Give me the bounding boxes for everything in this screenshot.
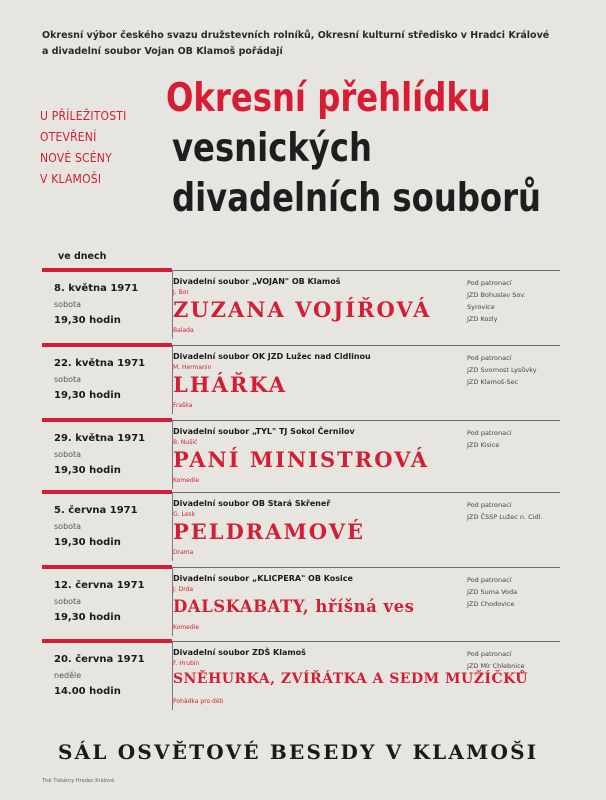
patron-line: Pod patronací (467, 354, 512, 362)
event-play-title: DALSKABATY, hříšná ves (173, 597, 415, 616)
event-author: J. Bor (173, 289, 189, 296)
event-play-title: SNĚHURKA, ZVÍŘÁTKA A SEDM MUŽÍČKŮ (173, 671, 529, 687)
event-genre: Drama (173, 549, 194, 556)
patron-line: Pod patronací (467, 279, 512, 287)
event-ensemble: Divadelní soubor OB Stará Skřeneř (173, 499, 331, 508)
occasion-line: OTEVŘENÍ (40, 130, 97, 144)
event-ensemble: Divadelní soubor „KLICPERA" OB Kosice (173, 574, 353, 583)
event-day: sobota (54, 597, 82, 606)
event-row (42, 492, 560, 562)
event-row (42, 270, 560, 340)
patron-line: Pod patronací (467, 501, 512, 509)
event-play-title: LHÁŘKA (173, 372, 288, 397)
event-genre: Fraška (173, 402, 193, 409)
event-patron (467, 648, 525, 672)
patron-line: JZD Mír Chlebnice (467, 662, 525, 670)
event-time: 19,30 hodin (54, 315, 121, 326)
title-line: vesnických (172, 126, 372, 171)
event-time: 14.00 hodin (54, 686, 121, 697)
poster-title (166, 74, 586, 224)
patron-line: JZD ČSSP Lužec n. Cidl. (467, 513, 543, 521)
event-row (42, 567, 560, 637)
title-line: Okresní přehlídku (166, 76, 491, 121)
event-date-box (42, 346, 173, 414)
event-play-title: PANÍ MINISTROVÁ (173, 447, 430, 472)
event-author: G. Lesk (173, 511, 195, 518)
event-row (42, 345, 560, 415)
printer-imprint: Tisk Tiskárny Hradec Králové (42, 778, 115, 784)
event-genre: Pohádka pro děti (173, 698, 224, 705)
event-date-box (42, 421, 173, 489)
event-patron (467, 277, 526, 325)
event-patron (467, 427, 512, 451)
patron-line: Syrovice (467, 303, 495, 311)
patron-line: JZD Chodovice (467, 600, 515, 608)
event-date-box (42, 642, 173, 710)
event-date: 22. května 1971 (54, 358, 146, 369)
occasion-line: NOVÉ SCÉNY (40, 151, 112, 165)
event-play-title: ZUZANA VOJÍŘOVÁ (173, 297, 432, 322)
event-genre: Komedie (173, 477, 200, 484)
dates-label: ve dnech (58, 251, 107, 262)
event-date: 5. června 1971 (54, 505, 138, 516)
organizers-line: a divadelní soubor Vojan OB Klamoš pořádají (42, 46, 283, 57)
patron-line: Pod patronací (467, 429, 512, 437)
event-ensemble: Divadelní soubor OK JZD Lužec nad Cidlinou (173, 352, 371, 361)
patron-line: Pod patronací (467, 576, 512, 584)
patron-line: JZD Bohuslav Sov. (467, 291, 526, 299)
event-date: 29. května 1971 (54, 433, 146, 444)
event-ensemble: Divadelní soubor „VOJAN" OB Klamoš (173, 277, 341, 286)
event-day: sobota (54, 450, 82, 459)
event-author: M. Hermanin (173, 364, 212, 371)
patron-line: JZD Kozly (467, 315, 498, 323)
title-line: divadelních souborů (172, 176, 542, 221)
event-time: 19,30 hodin (54, 390, 121, 401)
event-patron (467, 574, 517, 610)
event-time: 19,30 hodin (54, 612, 121, 623)
organizers-line: Okresní výbor českého svazu družstevních rolníků, Okresní kulturní středisko v Hradci Králové (42, 30, 550, 41)
event-date-box (42, 493, 173, 561)
event-row (42, 641, 560, 711)
event-author: F. Hrubín (173, 660, 200, 667)
venue-text: SÁL OSVĚTOVÉ BESEDY V KLAMOŠI (58, 740, 539, 764)
occasion-note (40, 106, 150, 190)
event-author: J. Drda (173, 586, 194, 593)
event-patron (467, 352, 537, 388)
event-time: 19,30 hodin (54, 465, 121, 476)
event-row (42, 420, 560, 490)
event-date: 20. června 1971 (54, 654, 145, 665)
organizers-text (42, 28, 562, 60)
event-date-box (42, 568, 173, 636)
event-date: 12. června 1971 (54, 580, 145, 591)
patron-line: JZD Suma Voda (467, 588, 518, 596)
event-date: 8. května 1971 (54, 283, 139, 294)
occasion-line: V KLAMOŠI (40, 172, 102, 186)
event-time: 19,30 hodin (54, 537, 121, 548)
event-patron (467, 499, 543, 523)
event-date-box (42, 271, 173, 339)
event-author: B. Nušić (173, 439, 198, 446)
patron-line: Pod patronací (467, 650, 512, 658)
patron-line: JZD Klamoš-Sec (467, 378, 519, 386)
event-ensemble: Divadelní soubor „TYL" TJ Sokol Černilov (173, 427, 355, 436)
event-genre: Balada (173, 327, 194, 334)
event-day: sobota (54, 375, 82, 384)
patron-line: JZD Svornost Lysůvky (467, 366, 537, 374)
event-ensemble: Divadelní soubor ZDŠ Klamoš (173, 648, 306, 657)
event-day: neděle (54, 671, 82, 680)
event-play-title: PELDRAMOVÉ (173, 519, 365, 544)
event-day: sobota (54, 300, 82, 309)
patron-line: JZD Kisice (467, 441, 500, 449)
event-day: sobota (54, 522, 82, 531)
occasion-line: U PŘÍLEŽITOSTI (40, 109, 127, 123)
event-genre: Komedie (173, 624, 200, 631)
